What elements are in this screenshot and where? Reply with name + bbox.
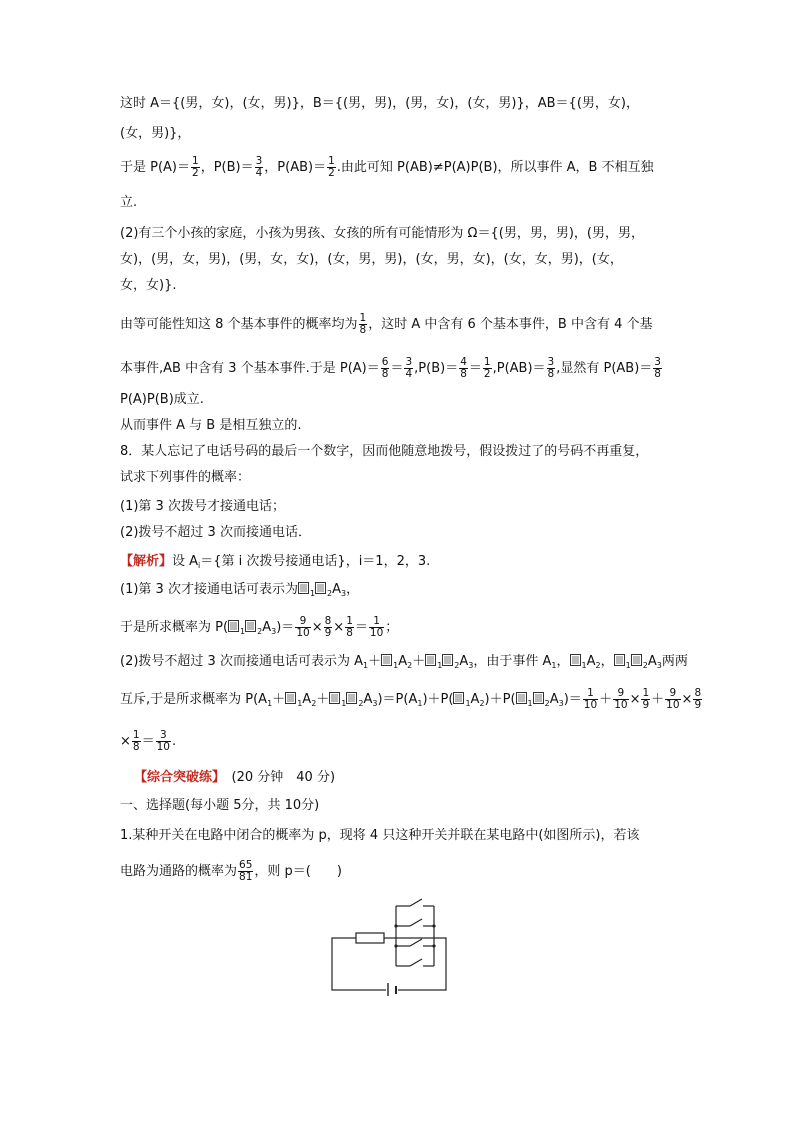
complement-symbol — [298, 582, 309, 594]
switch-1 — [396, 899, 434, 906]
problem-text: 试求下列事件的概率： — [120, 470, 251, 485]
fraction: $\frac{3}{10}$ — [156, 729, 170, 753]
fraction: $\frac{8}{9}$ — [324, 615, 332, 639]
question: (2)拨号不超过 3 次而接通电话． — [120, 525, 311, 540]
complement-symbol — [315, 582, 326, 594]
switch-4 — [396, 959, 434, 966]
answer-line: × $\frac{1}{8}$ ＝ $\frac{3}{10}$ . — [120, 729, 177, 753]
text-line: 由等可能性知这 8 个基本事件的概率均为 $\frac{1}{8}$ ，这时 A 中含有 6 个基本事件，B 中含有 4 个基 — [120, 312, 653, 336]
complement-symbol — [346, 692, 357, 704]
fraction: $\frac{3}{4}$ — [255, 155, 263, 179]
answer-line: 互斥,于是所求概率为 $P(A_1+ _1A_2+ _1$ $_2A_3)=P(A_1)+P$( $_1A_2)+P$( $_1$ $_2A_3)=$ $\frac{1}{10}$ ＋ $\frac{9}{10}$ × $\frac{1}{9}$ ＋ $\frac{9}{10}$ × $\frac{8}{9}$ — [120, 687, 702, 711]
complement-symbol — [329, 692, 340, 704]
text-line: 本事件,AB 中含有 3 个基本事件.于是 P(A)＝ $\frac{6}{8}$ ＝ $\frac{3}{4}$ ,P(B)＝ $\frac{4}{8}$ ＝ $\frac{1}{2}$ ,P(AB)＝ $\frac{3}{8}$ ,显然有 P(AB)＝ $\frac{3}{8}$ — [120, 356, 661, 380]
section-part: 一、选择题(每小题 5分，共 10分) — [120, 798, 320, 813]
text-line: 于是 P(A)＝ $\frac{1}{2}$ ，P(B)＝ $\frac{3}{4}$ ，P(AB)＝ $\frac{1}{2}$ .由此可知 P(AB)≠P(A)P(B)，所以事件 A，B 不相互独 — [120, 155, 654, 179]
text-line: P(A)P(B)成立. — [120, 392, 204, 407]
fraction: $\frac{1}{8}$ — [132, 729, 140, 753]
analysis-line: 【解析】设 $A_i=${第 i 次拨号接通电话}，i＝1，2，3. — [120, 554, 431, 570]
text-line: (女，男)}， — [120, 126, 191, 141]
complement-symbol — [570, 654, 581, 666]
fraction: $\frac{3}{8}$ — [547, 356, 555, 380]
circuit-diagram — [330, 896, 460, 996]
fraction: $\frac{1}{2}$ — [192, 155, 199, 179]
complement-symbol — [425, 654, 436, 666]
answer-line: (2)拨号不超过 3 次而接通电话可表示为 $A_1+ _1A_2+ _1$ $_2A_3$，由于事件 $A_1$， $_1A_2$， $_1$ $_2A_3$两两 — [120, 654, 688, 670]
complement-symbol — [245, 620, 256, 632]
complement-symbol — [381, 654, 392, 666]
text-line: 这时 A＝{(男，女)，(女，男)}，B＝{(男，男)，(男，女)，(女，男)}，AB＝{(男，女)， — [120, 96, 639, 111]
fraction: $\frac{1}{10}$ — [369, 615, 384, 639]
complement-symbol — [631, 654, 642, 666]
complement-symbol — [228, 620, 239, 632]
problem-text: 8．某人忘记了电话号码的最后一个数字，因而他随意地拨号，假设拨过了的号码不再重复， — [120, 444, 649, 459]
text-line: 从而事件 A 与 B 是相互独立的. — [120, 418, 302, 433]
fraction: $\frac{6}{8}$ — [381, 356, 389, 380]
fraction: $\frac{1}{8}$ — [346, 615, 353, 639]
section-heading: 【综合突破练】 (20 分钟 40 分) — [134, 770, 336, 785]
fraction: $\frac{3}{8}$ — [654, 356, 661, 380]
text-line: 女)，(男，女，男)，(男，女，女)，(女，男，男)，(女，男，女)，(女，女，男)，(女， — [120, 252, 623, 267]
complement-symbol — [285, 692, 296, 704]
fraction: $\frac{1}{9}$ — [642, 687, 650, 711]
fraction: $\frac{8}{9}$ — [694, 687, 702, 711]
junctions — [394, 924, 435, 947]
analysis-tag: 【解析】 — [120, 554, 173, 569]
fraction: $\frac{1}{2}$ — [328, 155, 335, 179]
complement-symbol — [533, 692, 544, 704]
fraction: $\frac{9}{10}$ — [666, 687, 680, 711]
switch-2 — [396, 919, 434, 926]
fraction: $\frac{1}{2}$ — [483, 356, 491, 380]
fraction: $\frac{3}{4}$ — [405, 356, 413, 380]
fraction: $\frac{9}{10}$ — [296, 615, 310, 639]
question-text: 电路为通路的概率为 $\frac{65}{81}$ ，则 p＝( ) — [120, 859, 342, 883]
complement-symbol — [442, 654, 453, 666]
fraction: $\frac{1}{10}$ — [583, 687, 598, 711]
complement-symbol — [614, 654, 625, 666]
switch-3 — [396, 939, 434, 946]
fraction: $\frac{1}{8}$ — [359, 312, 367, 336]
fraction: $\frac{4}{8}$ — [460, 356, 467, 380]
question: (1)第 3 次拨号才接通电话； — [120, 499, 285, 514]
fraction: $\frac{9}{10}$ — [614, 687, 628, 711]
fraction: $\frac{65}{81}$ — [239, 859, 253, 883]
answer-line: (1)第 3 次才接通电话可表示为 $_1$ $_2A_3$， — [120, 582, 360, 598]
resistor — [356, 933, 384, 943]
complement-symbol — [453, 692, 464, 704]
question-text: 1.某种开关在电路中闭合的概率为 p，现将 4 只这种开关并联在某电路中(如图所示)，若该 — [120, 828, 640, 843]
battery — [386, 983, 398, 996]
text-line: (2)有三个小孩的家庭，小孩为男孩、女孩的所有可能情形为 Ω＝{(男，男，男)，(男，男， — [120, 226, 644, 241]
text-line: 立. — [120, 195, 138, 210]
answer-line: 于是所求概率为 P( $_1$ $_2A_3)=$ $\frac{9}{10}$ × $\frac{8}{9}$ × $\frac{1}{8}$ ＝ $\frac{1}{10}$ ； — [120, 615, 399, 639]
text-line: 女，女)}. — [120, 278, 177, 293]
complement-symbol — [516, 692, 527, 704]
